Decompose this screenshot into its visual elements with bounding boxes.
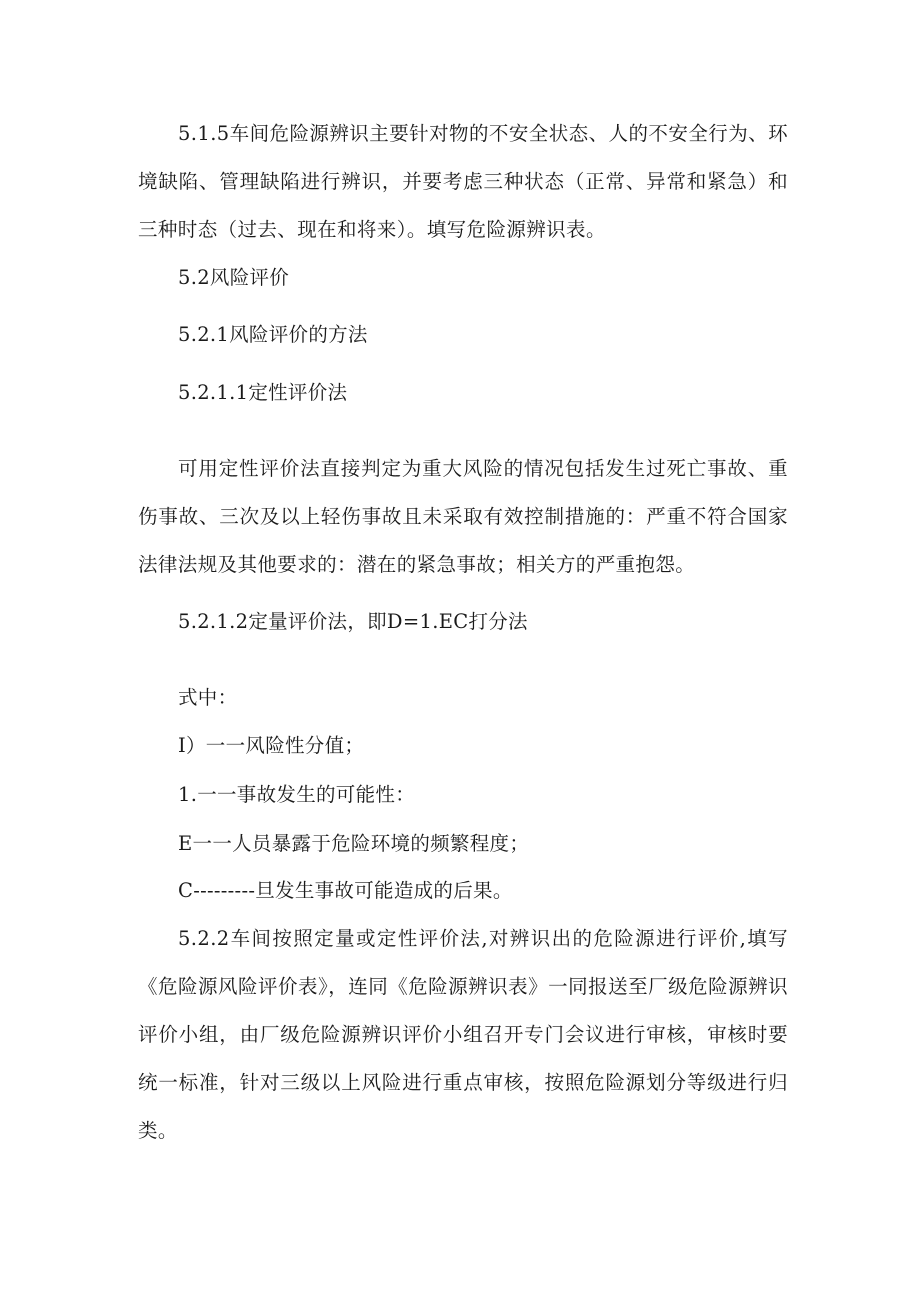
paragraph-5-1-5: 5.1.5车间危险源辨识主要针对物的不安全状态、人的不安全行为、环境缺陷、管理缺陷进行辨识，并要考虑三种状态（正常、异常和紧急）和三种时态（过去、现在和将来）。填写危险源辨识表。 bbox=[138, 122, 788, 241]
formula-intro: 式中： bbox=[178, 686, 238, 709]
heading-5-2-1-2: 5.2.1.2定量评价法，即D=1.EC打分法 bbox=[178, 610, 528, 633]
heading-5-2-1: 5.2.1风险评价的方法 bbox=[178, 323, 368, 346]
paragraph-qualitative: 可用定性评价法直接判定为重大风险的情况包括发生过死亡事故、重伤事故、三次及以上轻伤事故且未采取有效控制措施的：严重不符合国家法律法规及其他要求的：潜在的紧急事故；相关方的严重抱怨。 bbox=[138, 457, 788, 576]
heading-5-2: 5.2风险评价 bbox=[178, 266, 290, 289]
paragraph-5-2-2: 5.2.2车间按照定量或定性评价法,对辨识出的危险源进行评价,填写《危险源风险评价表》，连同《危险源辨识表》一同报送至厂级危险源辨识评价小组，由厂级危险源辨识评价小组召开专门会议进行审核，审核时要统一标准，针对三级以上风险进行重点审核，按照危险源划分等级进行归类。 bbox=[138, 927, 788, 1142]
definition-c: C---------旦发生事故可能造成的后果。 bbox=[178, 879, 513, 902]
definition-d: I）一一风险性分值； bbox=[178, 734, 365, 757]
definition-e: E一一人员暴露于危险环境的频繁程度； bbox=[178, 832, 530, 855]
heading-5-2-1-1: 5.2.1.1定性评价法 bbox=[178, 381, 348, 404]
definition-l: 1.一一事故发生的可能性： bbox=[178, 783, 416, 806]
